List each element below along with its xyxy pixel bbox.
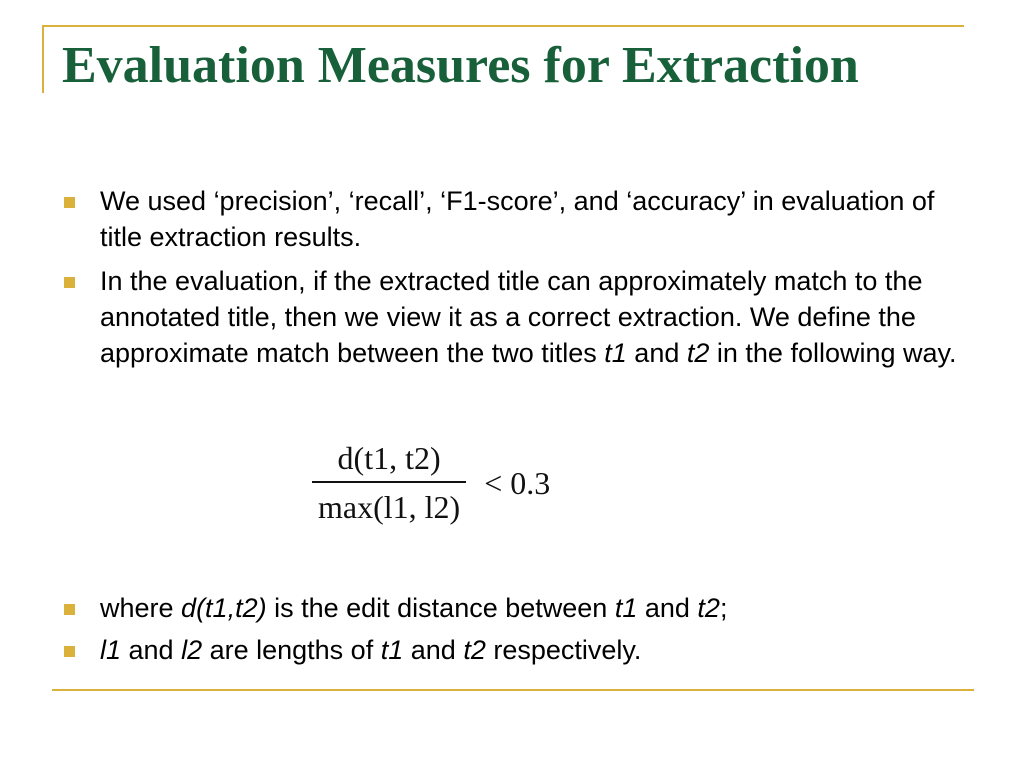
text-segment: and [637, 593, 698, 623]
text-segment: where [100, 593, 182, 623]
bullet-list-bottom [62, 590, 962, 674]
text-segment: In the evaluation, if the extracted title can approximately match to the annotated title, then we view it as a correct extraction. We define the approximate match between the two titles [100, 266, 923, 368]
text-segment-italic: t1 [380, 635, 404, 665]
bottom-divider-line [52, 689, 974, 691]
formula-fraction [312, 440, 466, 526]
text-segment-italic: t2 [697, 593, 720, 623]
left-frame-line [42, 25, 44, 93]
top-frame-line [42, 25, 964, 27]
text-segment: ; [719, 593, 728, 623]
bullet-text: We used ‘precision’, ‘recall’, ‘F1-score’, and ‘accuracy’ in evaluation of title extraction results. [100, 186, 935, 252]
text-segment-italic: t1 [604, 338, 627, 368]
bullet-square-icon [64, 646, 75, 657]
formula-denominator: max(l1, l2) [318, 489, 461, 525]
text-segment: and [626, 338, 687, 368]
text-segment: are lengths of [202, 635, 381, 665]
bullet-square-icon [64, 604, 75, 615]
bullet-text [100, 266, 957, 368]
bullet-text [100, 593, 727, 623]
text-segment: and [403, 635, 464, 665]
text-segment-italic: d(t1,t2) [181, 593, 267, 623]
text-segment-italic: t2 [463, 635, 486, 665]
bullet-item [62, 263, 962, 371]
text-segment-italic: t1 [614, 593, 638, 623]
text-segment: in the following way. [709, 338, 957, 368]
slide-title: Evaluation Measures for Extraction [62, 37, 859, 94]
bullet-square-icon [64, 277, 75, 288]
text-segment: respectively. [485, 635, 642, 665]
bullet-list-top [62, 183, 962, 379]
text-segment-italic: l2 [181, 635, 203, 665]
bullet-item [62, 590, 962, 626]
text-segment-italic: l1 [100, 635, 122, 665]
text-segment-italic: t2 [686, 338, 710, 368]
bullet-square-icon [64, 197, 75, 208]
bullet-text [100, 635, 641, 665]
formula-numerator: d(t1, t2) [337, 440, 441, 476]
formula-relation: < 0.3 [484, 464, 551, 501]
text-segment: and [121, 635, 182, 665]
formula [312, 440, 550, 526]
bullet-item [62, 183, 962, 255]
bullet-item [62, 632, 962, 668]
text-segment: is the edit distance between [266, 593, 615, 623]
